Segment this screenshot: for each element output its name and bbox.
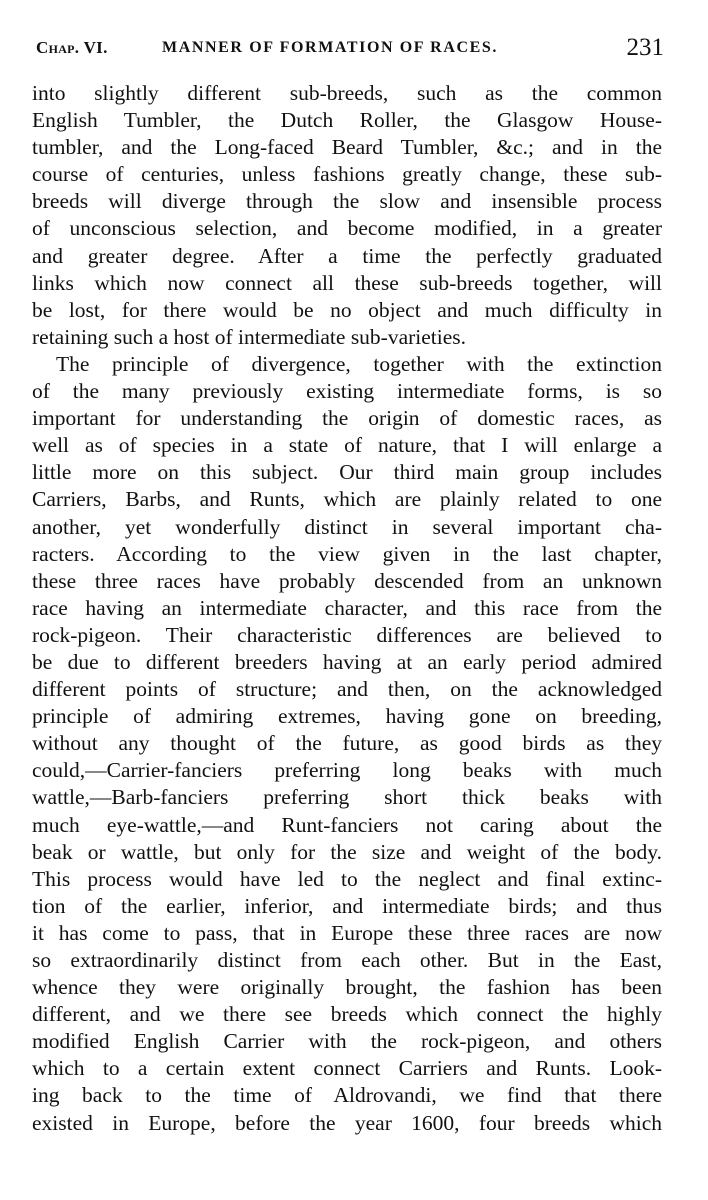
text-line: ing back to the time of Aldrovandi, we find that there: [32, 1083, 662, 1108]
text-line: tion of the earlier, inferior, and intermediate birds; and thus: [32, 893, 662, 918]
text-line: be due to different breeders having at an early period admired: [32, 649, 662, 674]
text-line: important for understanding the origin of domestic races, as: [32, 406, 662, 431]
running-head: [36, 34, 664, 66]
text-line: racters. According to the view given in the last chapter,: [32, 541, 662, 566]
text-line: so extraordinarily distinct from each other. But in the East,: [32, 948, 662, 972]
text-line: modified English Carrier with the rock-pigeon, and others: [32, 1029, 662, 1054]
text-line: of the many previously existing intermediate forms, is so: [32, 379, 662, 404]
text-line: retaining such a host of intermediate sub-varieties.: [32, 324, 467, 349]
text-line: well as of species in a state of nature, that I will enlarge a: [32, 433, 662, 458]
page-number: 231: [626, 34, 664, 61]
text-line: little more on this subject. Our third main group includes: [32, 460, 662, 485]
text-line: whence they were originally brought, the fashion has been: [32, 975, 662, 1000]
paragraph-start-line: The principle of divergence, together with the extinction: [56, 351, 662, 376]
text-line: be lost, for there would be no object and much difficulty in: [32, 297, 662, 322]
chapter-label: Chap. VI.: [36, 38, 108, 57]
text-line: wattle,—Barb-fanciers preferring short thick beaks with: [32, 785, 662, 810]
text-line: rock-pigeon. Their characteristic differences are believed to: [32, 622, 662, 647]
text-line: into slightly different sub-breeds, such as the common: [32, 81, 662, 105]
text-line: Carriers, Barbs, and Runts, which are plainly related to one: [32, 487, 662, 512]
text-line: different, and we there see breeds which connect the highly: [32, 1002, 662, 1027]
text-line: English Tumbler, the Dutch Roller, the Glasgow House-: [32, 108, 662, 133]
text-line: race having an intermediate character, and this race from the: [32, 595, 662, 620]
text-line: This process would have led to the neglect and final extinc-: [32, 866, 662, 891]
text-line: principle of admiring extremes, having gone on breeding,: [32, 704, 662, 729]
text-line: it has come to pass, that in Europe these three races are now: [32, 920, 662, 945]
text-line: without any thought of the future, as good birds as they: [32, 731, 662, 756]
text-line: different points of structure; and then, on the acknowledged: [32, 677, 662, 702]
text-line: these three races have probably descended from an unknown: [32, 568, 662, 593]
text-line: and greater degree. After a time the perfectly graduated: [32, 243, 662, 268]
text-line: of unconscious selection, and become modified, in a greater: [32, 216, 662, 241]
text-line: existed in Europe, before the year 1600, four breeds which: [32, 1110, 662, 1135]
text-line: much eye-wattle,—and Runt-fanciers not caring about the: [32, 812, 662, 837]
text-line: breeds will diverge through the slow and insensible process: [32, 189, 662, 214]
text-line: links which now connect all these sub-breeds together, will: [32, 270, 662, 295]
text-line: another, yet wonderfully distinct in several important cha-: [32, 514, 662, 539]
body-text: [32, 80, 662, 1137]
text-line: beak or wattle, but only for the size and weight of the body.: [32, 839, 662, 864]
text-line: course of centuries, unless fashions greatly change, these sub-: [32, 162, 662, 187]
text-line: which to a certain extent connect Carriers and Runts. Look-: [32, 1056, 662, 1081]
text-line: could,—Carrier-fanciers preferring long beaks with much: [32, 758, 662, 783]
running-title: MANNER OF FORMATION OF RACES.: [162, 39, 499, 56]
text-line: tumbler, and the Long-faced Beard Tumbler, &c.; and in the: [32, 135, 662, 160]
